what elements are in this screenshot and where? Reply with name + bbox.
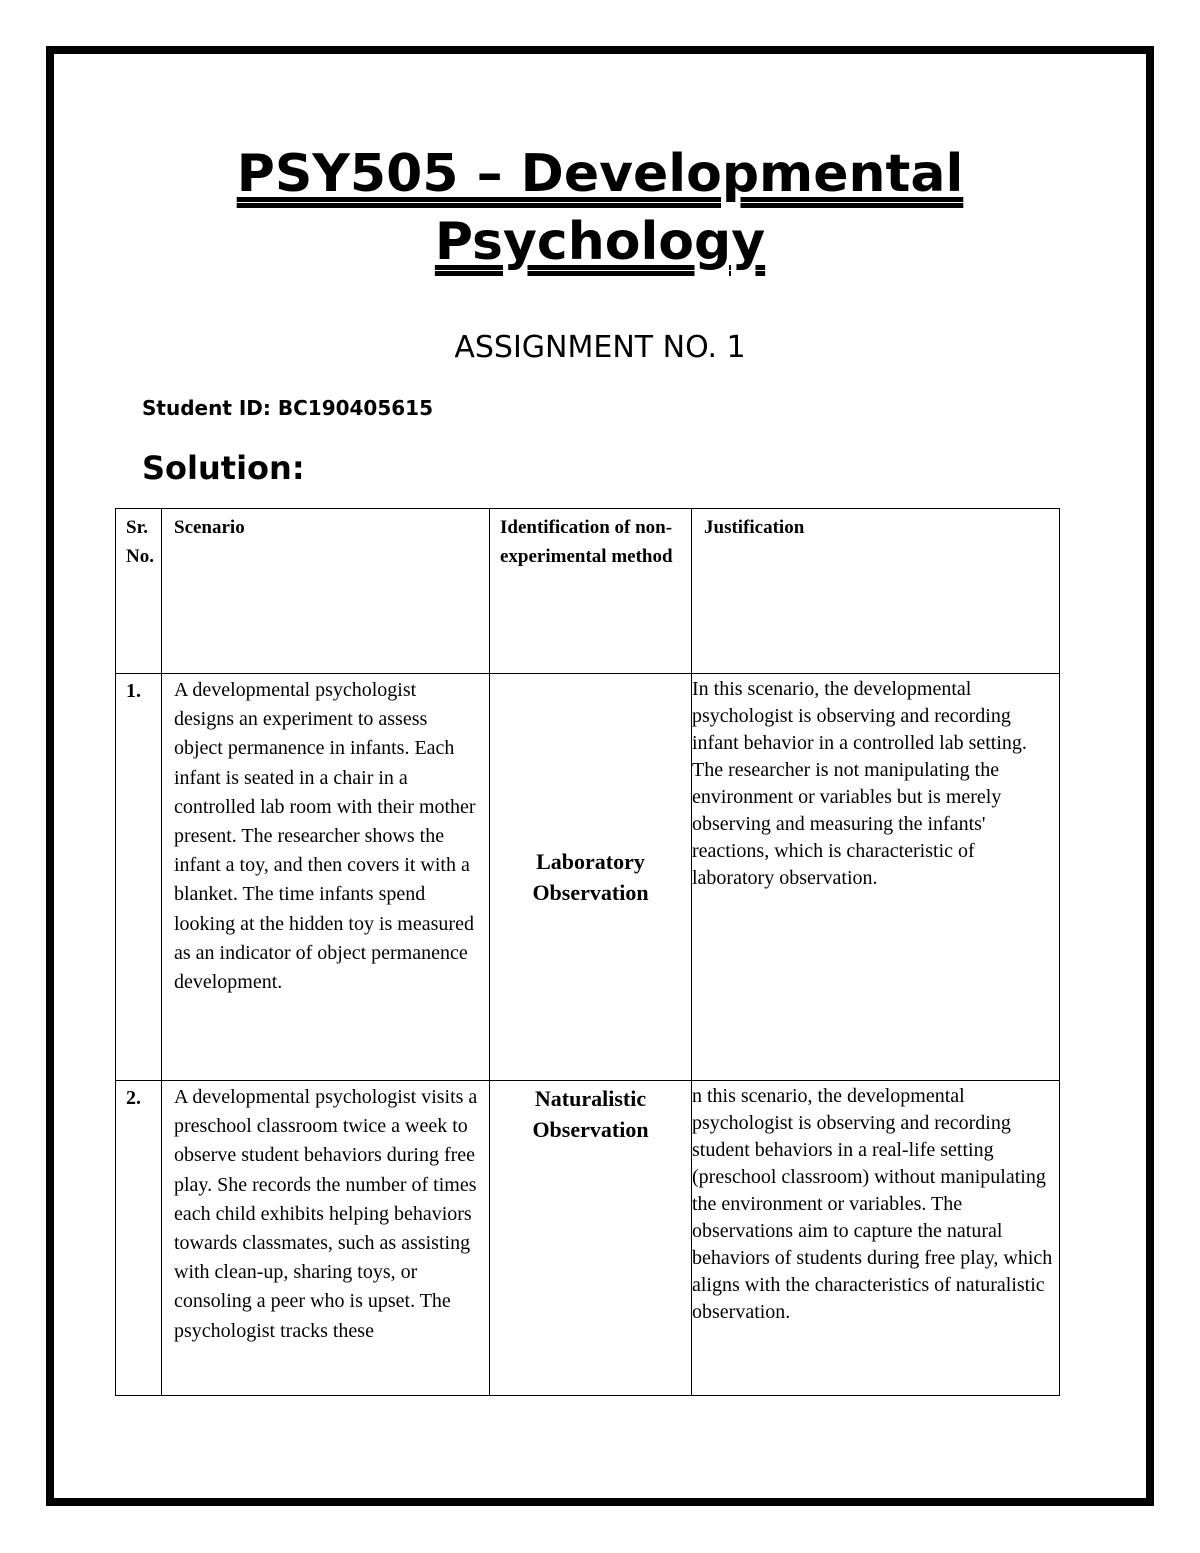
- row-identification: Naturalistic Observation: [490, 1081, 692, 1396]
- row-justification: In this scenario, the developmental psychologist is observing and recording infant behavior in a controlled lab setting. The researcher is not manipulating the environment or variables but is merely observing and measuring the infants' reactions, which is characteristic of laboratory observation.: [692, 674, 1060, 1081]
- header-identification: Identification of non-experimental method: [490, 509, 692, 674]
- row-scenario: A developmental psychologist visits a preschool classroom twice a week to observe student behaviors during free play. She records the number of times each child exhibits helping behaviors towards classmates, such as assisting with clean-up, sharing toys, or consoling a peer who is upset. The psychologist tracks these: [174, 1086, 478, 1342]
- header-scenario: Scenario: [162, 509, 490, 674]
- row-identification: Laboratory Observation: [490, 674, 692, 1081]
- header-justification: Justification: [692, 509, 1060, 674]
- title-line-2: Psychology: [434, 212, 766, 272]
- assignment-heading: ASSIGNMENT NO. 1: [454, 330, 746, 365]
- title-line-1: PSY505 – Developmental: [236, 144, 964, 204]
- row-sr-no: 1.: [116, 674, 162, 1081]
- header-sr-no: Sr. No.: [116, 509, 162, 674]
- student-id: Student ID: BC190405615: [142, 396, 434, 420]
- table-header-row: [116, 509, 1060, 674]
- solution-table: [115, 508, 1060, 1396]
- table-row: [116, 674, 1060, 1081]
- table-row: [116, 1081, 1060, 1396]
- document-title: [0, 140, 1200, 276]
- solution-heading: Solution:: [142, 449, 305, 487]
- row-justification: n this scenario, the developmental psychologist is observing and recording student behaviors in a real-life setting (preschool classroom) without manipulating the environment or variables. The observations aim to capture the natural behaviors of students during free play, which aligns with the characteristics of naturalistic observation.: [692, 1081, 1060, 1396]
- row-sr-no: 2.: [116, 1081, 162, 1396]
- row-scenario-cell: [162, 1081, 490, 1396]
- row-scenario: A developmental psychologist designs an experiment to assess object permanence in infants. Each infant is seated in a chair in a controlled lab room with their mother present. The researcher shows the infant a toy, and then covers it with a blanket. The time infants spend looking at the hidden toy is measured as an indicator of object permanence development.: [162, 674, 490, 1081]
